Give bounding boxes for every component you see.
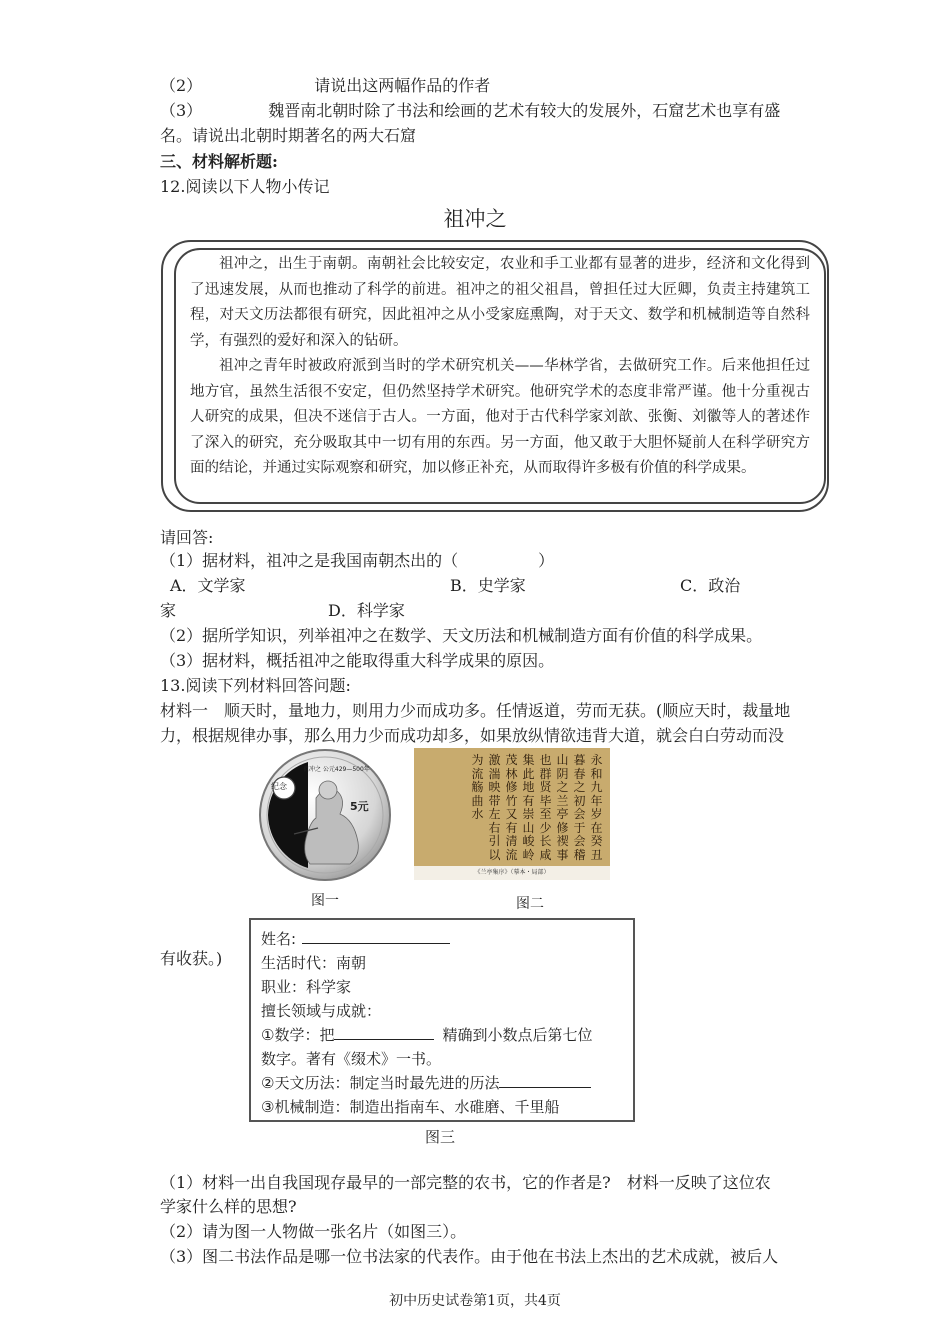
card-field-label: 擅长领域与成就： bbox=[261, 1002, 382, 1020]
calligraphy-char: 右 bbox=[488, 820, 501, 835]
calligraphy-char: 为 bbox=[471, 753, 484, 767]
bio-paragraph-2: 祖冲之青年时被政府派到当时的学术研究机关——华林学省，去做研究工作。后来他担任过地方官，虽然生活很不安定，但仍然坚持学术研究。他研究学术的态度非常严谨。他十分重视古人研究的成果，但决不迷信于古人。一方面，他对于古代科学家刘歆、张衡、刘徽等人的著述作了深入的研究，充分吸取其中一切有用的东西。另一方面，他又敢于大胆怀疑前人在科学研究方面的结论，并通过实际观察和研究，加以修正补充，从而取得许多极有价值的科学成果。 bbox=[190, 358, 810, 476]
calligraphy-char: 稽 bbox=[573, 847, 586, 862]
calligraphy-char: 禊 bbox=[556, 834, 569, 848]
calligraphy-char: 少 bbox=[539, 820, 552, 835]
name-blank bbox=[302, 929, 450, 944]
calligraphy-char: 湍 bbox=[488, 766, 501, 781]
q12-sub2: （2）据所学知识，列举祖冲之在数学、天文历法和机械制造方面有价值的科学成果。 bbox=[160, 626, 763, 645]
calligraphy-char: 以 bbox=[488, 847, 501, 862]
card-math-cont: 数字。著有《缀术》一书。 bbox=[261, 1050, 442, 1068]
calligraphy-char: 茂 bbox=[505, 753, 518, 767]
card-mechanics: ③机械制造：制造出指南车、水碓磨、千里船 bbox=[261, 1098, 560, 1116]
calligraphy-char: 清 bbox=[505, 834, 518, 848]
calligraphy-char: 山 bbox=[522, 820, 535, 835]
calligraphy-column bbox=[555, 754, 570, 864]
card-math: ①数学：把 精确到小数点后第七位 bbox=[261, 1026, 593, 1044]
calligraphy-column bbox=[504, 754, 519, 864]
calligraphy-char: 毕 bbox=[539, 793, 552, 808]
calligraphy-char: 峻 bbox=[522, 834, 535, 848]
calligraphy-char: 岭 bbox=[522, 847, 535, 862]
calligraphy-char: 修 bbox=[556, 820, 569, 835]
calligraphy-char: 长 bbox=[539, 834, 552, 848]
calligraphy-char: 事 bbox=[556, 847, 569, 862]
material1-line1: 材料一 顺天时，量地力，则用力少而成功多。任情返道，劳而无获。(顺应天时，裁量地 bbox=[160, 701, 791, 720]
calligraphy-char: 地 bbox=[522, 780, 535, 794]
calligraphy-char: 会 bbox=[573, 807, 586, 821]
q13-sub2: （2）请为图一人物做一张名片（如图三）。 bbox=[160, 1222, 467, 1241]
q13-sub1-line1: （1）材料一出自我国现存最早的一部完整的农书，它的作者是? 材料一反映了这位农 bbox=[160, 1173, 771, 1192]
calligraphy-char: 至 bbox=[539, 807, 552, 821]
calligraphy-char: 有 bbox=[505, 820, 518, 835]
calligraphy-char: 也 bbox=[539, 753, 552, 767]
calligraphy-char: 会 bbox=[573, 834, 586, 848]
q12-sub3: （3）据材料，概括祖冲之能取得重大科学成果的原因。 bbox=[160, 651, 555, 670]
bio-title: 祖冲之 bbox=[443, 207, 507, 231]
calligraphy-char: 带 bbox=[488, 793, 501, 808]
card-astronomy: ②天文历法：制定当时最先进的历法 bbox=[261, 1072, 591, 1093]
calligraphy-char: 咸 bbox=[539, 847, 552, 862]
calligraphy-char: 在 bbox=[590, 820, 603, 835]
calligraphy-column bbox=[470, 754, 485, 864]
section-title: 三、材料解析题: bbox=[160, 152, 278, 171]
q12-options-row1 bbox=[160, 576, 741, 596]
calligraphy-char: 林 bbox=[505, 766, 518, 781]
q11-part3-line1: （3） 魏晋南北朝时除了书法和绘画的艺术有较大的发展外，石窟艺术也享有盛 bbox=[160, 101, 781, 120]
card-job: 职业：科学家 bbox=[261, 978, 352, 996]
q11-part2: （2） 请说出这两幅作品的作者 bbox=[160, 76, 491, 95]
calligraphy-image bbox=[414, 748, 610, 880]
calligraphy-column bbox=[572, 754, 587, 864]
calligraphy-char: 山 bbox=[556, 753, 569, 767]
figure3-caption: 图三 bbox=[425, 1128, 456, 1146]
bio-text bbox=[190, 252, 810, 482]
calligraphy-column bbox=[487, 754, 502, 864]
calligraphy-char: 九 bbox=[590, 780, 603, 794]
calligraphy-note: 《兰亭集序》（摹本・局部） bbox=[414, 866, 610, 880]
calligraphy-column bbox=[589, 754, 604, 864]
page-footer: 初中历史试卷第1页，共4页 bbox=[389, 1293, 561, 1309]
calligraphy-char: 激 bbox=[488, 753, 501, 767]
math-blank bbox=[334, 1025, 434, 1040]
calligraphy-char: 觞 bbox=[471, 780, 484, 794]
bio-paragraph-1: 祖冲之，出生于南朝。南朝社会比较安定，农业和手工业都有显著的进步，经济和文化得到了迅速发展，从而也推动了科学的前进。祖冲之的祖父祖昌，曾担任过大匠卿，负责主持建筑工程，对天文历法都很有研究，因此祖冲之从小受家庭熏陶，对于天文、数学和机械制造等自然科学，有强烈的爱好和深入的钻研。 bbox=[190, 256, 810, 349]
calligraphy-column bbox=[521, 754, 536, 864]
calligraphy-char: 和 bbox=[590, 766, 603, 781]
calligraphy-char: 又 bbox=[505, 807, 518, 821]
calligraphy-char: 水 bbox=[471, 807, 484, 821]
q13-sub3: （3）图二书法作品是哪一位书法家的代表作。由于他在书法上杰出的艺术成就，被后人 bbox=[160, 1247, 779, 1266]
calligraphy-char: 左 bbox=[488, 807, 501, 821]
calligraphy-column bbox=[538, 754, 553, 864]
calligraphy-char: 映 bbox=[488, 780, 501, 794]
option-c: C．政治 bbox=[680, 576, 741, 595]
calligraphy-char: 癸 bbox=[590, 834, 603, 848]
calligraphy-char: 之 bbox=[556, 780, 569, 794]
calligraphy-char: 流 bbox=[471, 766, 484, 781]
calligraphy-char: 之 bbox=[573, 780, 586, 794]
option-d: D．科学家 bbox=[328, 601, 405, 620]
material1-line3: 有收获。) bbox=[160, 949, 223, 968]
q13-sub1-line2: 学家什么样的思想? bbox=[160, 1197, 297, 1216]
calligraphy-char: 岁 bbox=[590, 807, 603, 821]
coin-inscription: 祖冲之 公元429—500年 bbox=[303, 766, 370, 773]
q12-sub1: （1）据材料，祖冲之是我国南朝杰出的（ ） bbox=[160, 551, 555, 570]
coin-denomination: 5元 bbox=[350, 800, 369, 813]
calligraphy-char: 丑 bbox=[590, 847, 603, 862]
figure2-caption: 图二 bbox=[516, 896, 544, 912]
calligraphy-char: 修 bbox=[505, 780, 518, 794]
calligraphy-char: 集 bbox=[522, 753, 535, 767]
q12-options-row2: 家 D．科学家 bbox=[160, 601, 405, 620]
calligraphy-char: 流 bbox=[505, 847, 518, 862]
please-answer: 请回答: bbox=[160, 528, 214, 547]
calligraphy-char: 暮 bbox=[573, 753, 586, 767]
name-card bbox=[249, 918, 635, 1122]
calligraphy-char: 兰 bbox=[556, 793, 569, 808]
calligraphy-char: 有 bbox=[522, 793, 535, 808]
calligraphy-char: 亭 bbox=[556, 807, 569, 821]
q11-part3-line2: 名。请说出北朝时期著名的两大石窟 bbox=[160, 126, 417, 145]
calligraphy-char: 曲 bbox=[471, 793, 484, 808]
astronomy-blank bbox=[499, 1073, 591, 1088]
calligraphy-char: 此 bbox=[522, 766, 535, 781]
calligraphy-char: 阴 bbox=[556, 766, 569, 781]
calligraphy-char: 永 bbox=[590, 753, 603, 767]
coin-seal: 纪念 bbox=[271, 782, 287, 791]
calligraphy-char: 初 bbox=[573, 793, 586, 808]
calligraphy-char: 群 bbox=[539, 766, 552, 781]
q12-stem: 12.阅读以下人物小传记 bbox=[160, 177, 330, 196]
calligraphy-char: 年 bbox=[590, 793, 603, 808]
material1-line2: 力，根据规律办事，那么用力少而成功却多，如果放纵情欲违背大道，就会白白劳动而没 bbox=[160, 726, 785, 745]
card-era: 生活时代：南朝 bbox=[261, 954, 367, 972]
option-a: A．文学家 bbox=[170, 576, 246, 595]
calligraphy-char: 崇 bbox=[522, 807, 535, 821]
q13-stem: 13.阅读下列材料回答问题: bbox=[160, 676, 351, 695]
calligraphy-char: 春 bbox=[573, 766, 586, 781]
figure1-caption: 图一 bbox=[311, 893, 339, 909]
calligraphy-char: 于 bbox=[573, 820, 586, 835]
option-b: B．史学家 bbox=[450, 576, 526, 595]
calligraphy-char: 贤 bbox=[539, 780, 552, 794]
calligraphy-char: 引 bbox=[488, 834, 501, 848]
card-name: 姓名: bbox=[261, 928, 450, 949]
calligraphy-char: 竹 bbox=[505, 793, 518, 808]
